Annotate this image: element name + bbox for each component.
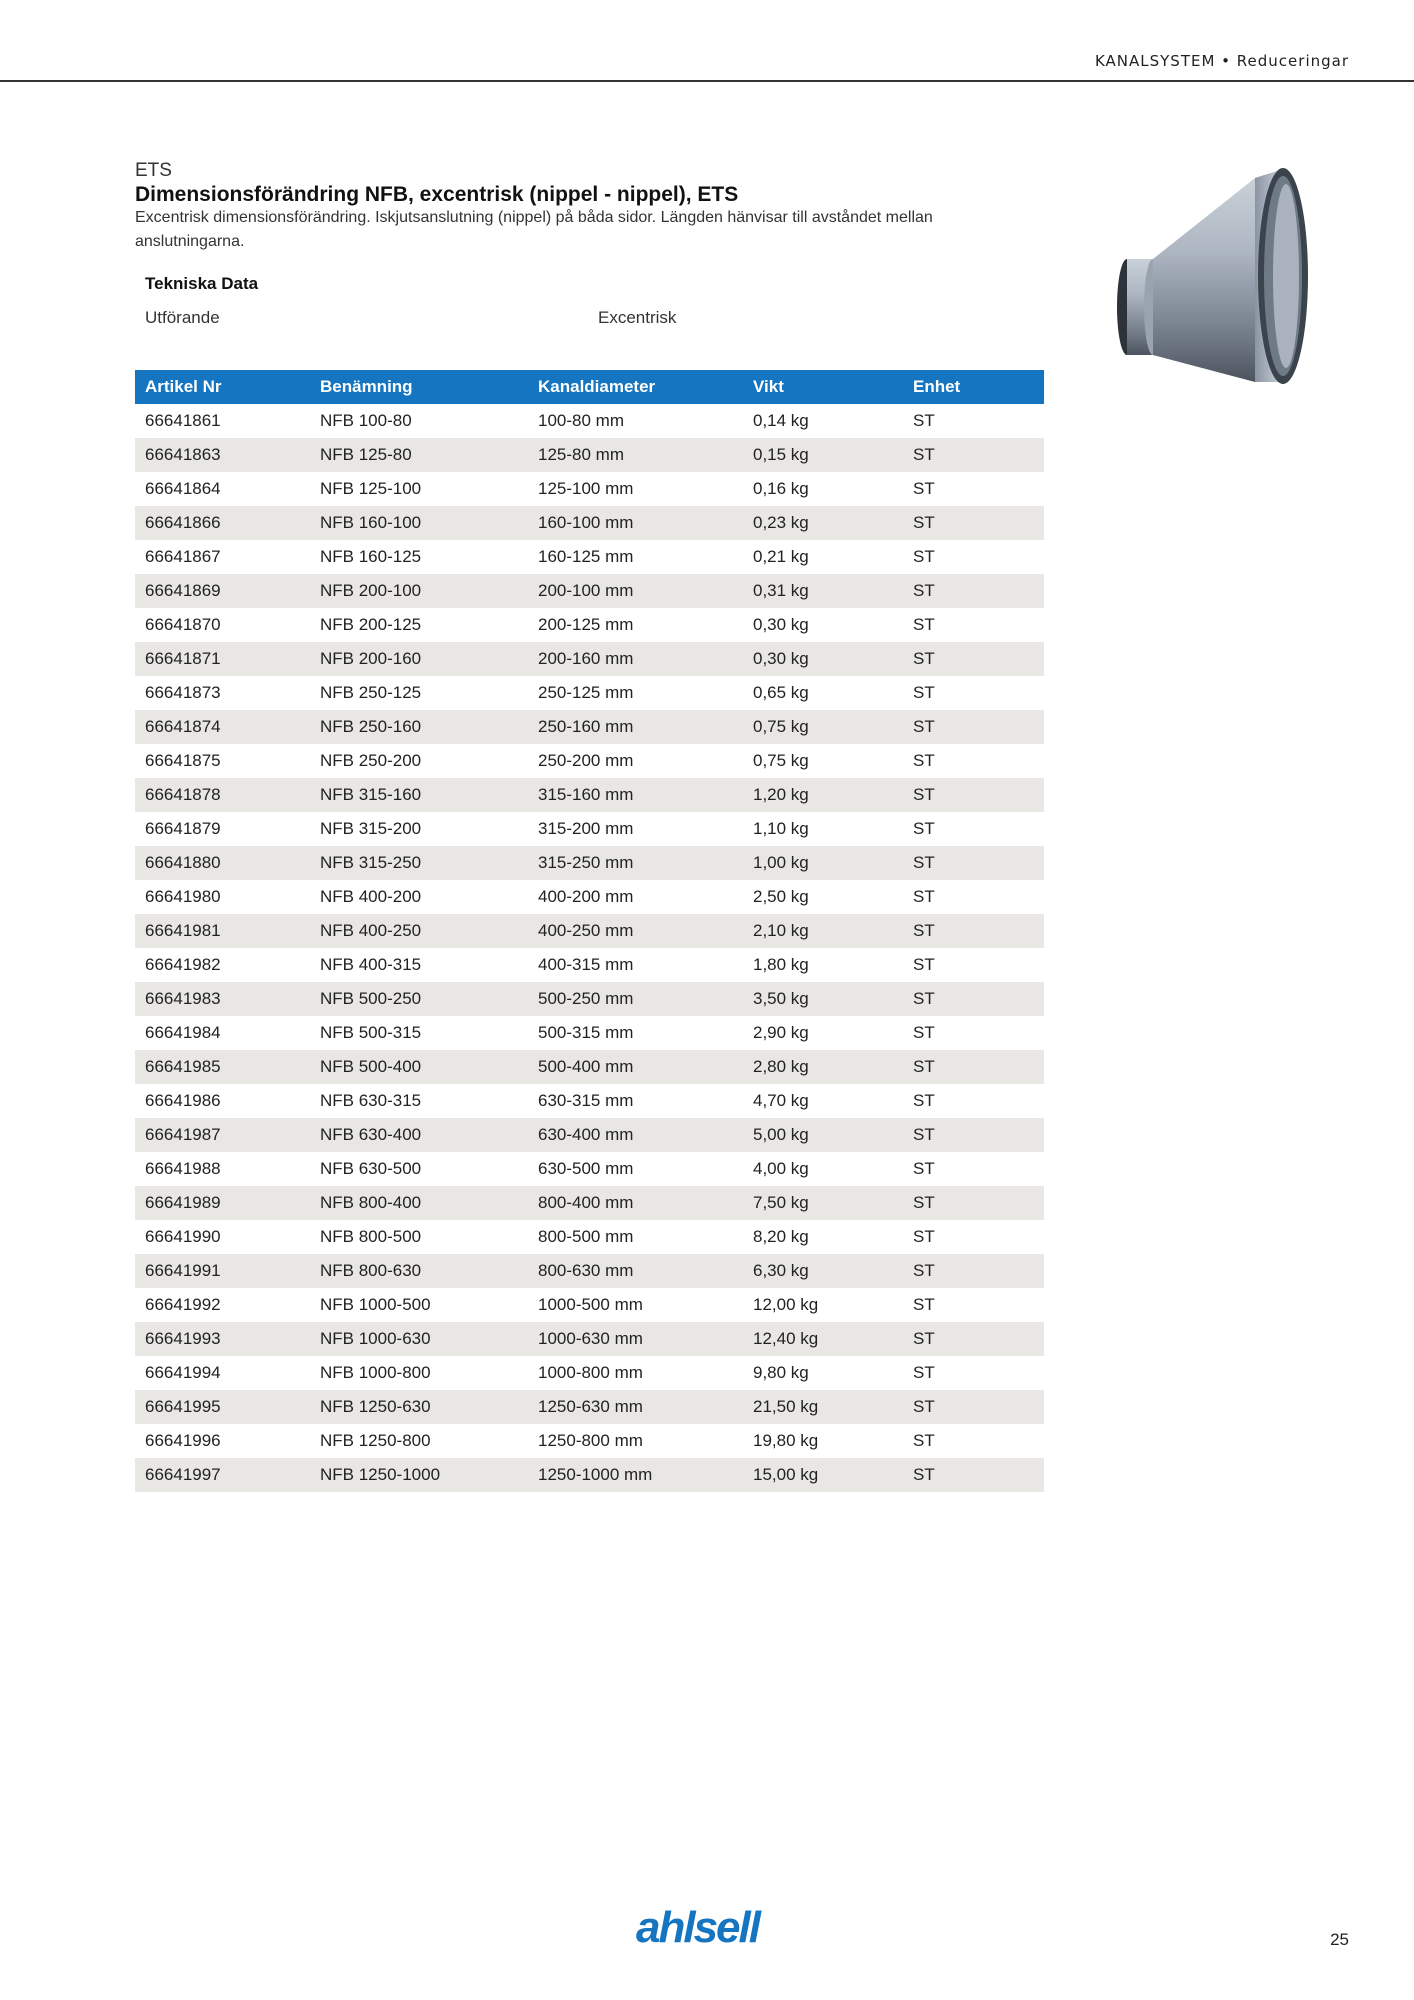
cell-unit: ST <box>913 1431 935 1450</box>
cell-weight: 0,23 kg <box>743 506 903 540</box>
tech-data-heading: Tekniska Data <box>145 274 259 293</box>
cell-unit: ST <box>913 615 935 634</box>
cell-unit: ST <box>913 479 935 498</box>
cell-diameter: 250-200 mm <box>538 751 634 770</box>
table-row <box>135 404 1044 438</box>
cell-article: 66641880 <box>135 846 310 880</box>
cell-article: 66641997 <box>135 1458 310 1492</box>
cell-diameter: 630-500 mm <box>538 1159 634 1178</box>
cell-article: 66641987 <box>135 1118 310 1152</box>
cell-weight: 0,14 kg <box>753 411 809 430</box>
cell-name: NFB 1250-800 <box>320 1431 431 1450</box>
table-row <box>135 710 1044 744</box>
cell-unit: ST <box>913 819 935 838</box>
cell-unit: ST <box>903 438 1044 472</box>
table-row <box>135 1186 1044 1220</box>
cell-unit: ST <box>913 887 935 906</box>
col-header-diameter: Kanaldiameter <box>528 370 743 404</box>
cell-unit: ST <box>903 1050 1044 1084</box>
header-divider <box>0 80 1414 82</box>
table-row <box>135 1390 1044 1424</box>
cell-weight: 4,00 kg <box>753 1159 809 1178</box>
cell-weight: 9,80 kg <box>753 1363 809 1382</box>
cell-weight: 6,30 kg <box>743 1254 903 1288</box>
table-row <box>135 982 1044 1016</box>
cell-weight: 0,21 kg <box>753 547 809 566</box>
cell-diameter: 1000-630 mm <box>528 1322 743 1356</box>
cell-article: 66641984 <box>145 1023 221 1042</box>
cell-unit: ST <box>903 710 1044 744</box>
cell-unit: ST <box>913 1295 935 1314</box>
cell-diameter: 1250-1000 mm <box>528 1458 743 1492</box>
cell-unit: ST <box>913 1159 935 1178</box>
cell-name: NFB 800-500 <box>320 1227 422 1246</box>
cell-name: NFB 630-500 <box>320 1159 422 1178</box>
cell-diameter: 1250-630 mm <box>528 1390 743 1424</box>
col-header-weight: Vikt <box>743 370 903 404</box>
cell-diameter: 160-100 mm <box>528 506 743 540</box>
cell-name: NFB 500-250 <box>310 982 528 1016</box>
table-row <box>135 574 1044 608</box>
table-row <box>135 1084 1044 1118</box>
cell-name: NFB 1000-630 <box>310 1322 528 1356</box>
cell-name: NFB 250-200 <box>320 751 422 770</box>
cell-name: NFB 125-80 <box>310 438 528 472</box>
cell-article: 66641870 <box>145 615 221 634</box>
cell-diameter: 500-400 mm <box>528 1050 743 1084</box>
cell-diameter: 1250-800 mm <box>538 1431 643 1450</box>
product-code: ETS <box>135 160 172 181</box>
cell-unit: ST <box>903 506 1044 540</box>
cell-unit: ST <box>913 1091 935 1110</box>
cell-weight: 2,10 kg <box>743 914 903 948</box>
cell-diameter: 400-200 mm <box>538 887 634 906</box>
duct-reducer-image <box>1105 160 1320 390</box>
cell-article: 66641863 <box>135 438 310 472</box>
cell-article: 66641983 <box>135 982 310 1016</box>
table-row <box>135 1356 1044 1390</box>
cell-weight: 1,10 kg <box>753 819 809 838</box>
table-row <box>135 1118 1044 1152</box>
cell-article: 66641985 <box>135 1050 310 1084</box>
cell-article: 66641878 <box>135 778 310 812</box>
cell-diameter: 125-80 mm <box>528 438 743 472</box>
cell-diameter: 200-125 mm <box>538 615 634 634</box>
cell-weight: 0,30 kg <box>743 642 903 676</box>
cell-weight: 19,80 kg <box>753 1431 819 1450</box>
cell-article: 66641980 <box>145 887 221 906</box>
cell-article: 66641993 <box>135 1322 310 1356</box>
cell-unit: ST <box>903 846 1044 880</box>
cell-diameter: 200-160 mm <box>528 642 743 676</box>
cell-name: NFB 800-630 <box>310 1254 528 1288</box>
cell-weight: 1,00 kg <box>743 846 903 880</box>
cell-diameter: 800-400 mm <box>528 1186 743 1220</box>
cell-weight: 21,50 kg <box>743 1390 903 1424</box>
cell-unit: ST <box>913 547 935 566</box>
tech-data-label: Utförande <box>145 308 220 327</box>
cell-diameter: 630-400 mm <box>528 1118 743 1152</box>
cell-article: 66641869 <box>135 574 310 608</box>
cell-weight: 8,20 kg <box>753 1227 809 1246</box>
cell-name: NFB 100-80 <box>320 411 412 430</box>
table-row <box>135 472 1044 506</box>
cell-article: 66641991 <box>135 1254 310 1288</box>
cell-unit: ST <box>913 1363 935 1382</box>
cell-article: 66641861 <box>145 411 221 430</box>
page-number: 25 <box>1330 1930 1349 1949</box>
cell-article: 66641879 <box>145 819 221 838</box>
cell-unit: ST <box>903 1118 1044 1152</box>
cell-unit: ST <box>903 778 1044 812</box>
cell-name: NFB 160-100 <box>310 506 528 540</box>
col-header-name: Benämning <box>310 370 528 404</box>
product-table <box>135 370 1044 1492</box>
cell-diameter: 250-160 mm <box>528 710 743 744</box>
table-row <box>135 1288 1044 1322</box>
cell-diameter: 315-250 mm <box>528 846 743 880</box>
cell-weight: 0,30 kg <box>753 615 809 634</box>
cell-name: NFB 630-315 <box>320 1091 422 1110</box>
cell-unit: ST <box>913 1227 935 1246</box>
cell-unit: ST <box>903 1458 1044 1492</box>
cell-diameter: 800-630 mm <box>528 1254 743 1288</box>
cell-article: 66641875 <box>145 751 221 770</box>
cell-unit: ST <box>913 955 935 974</box>
cell-article: 66641864 <box>145 479 221 498</box>
cell-name: NFB 250-125 <box>320 683 422 702</box>
cell-name: NFB 1000-500 <box>320 1295 431 1314</box>
cell-unit: ST <box>903 1390 1044 1424</box>
table-row <box>135 1152 1044 1186</box>
table-row <box>135 540 1044 574</box>
cell-name: NFB 200-100 <box>310 574 528 608</box>
table-row <box>135 608 1044 642</box>
table-row <box>135 438 1044 472</box>
cell-article: 66641986 <box>145 1091 221 1110</box>
cell-weight: 12,00 kg <box>753 1295 819 1314</box>
header-section-title: KANALSYSTEM • Reduceringar <box>1094 52 1349 70</box>
cell-name: NFB 315-200 <box>320 819 422 838</box>
cell-article: 66641867 <box>145 547 221 566</box>
cell-weight: 7,50 kg <box>743 1186 903 1220</box>
cell-name: NFB 315-250 <box>310 846 528 880</box>
cell-weight: 1,80 kg <box>753 955 809 974</box>
cell-diameter: 400-315 mm <box>538 955 634 974</box>
cell-weight: 15,00 kg <box>743 1458 903 1492</box>
cell-weight: 2,50 kg <box>753 887 809 906</box>
table-row <box>135 1322 1044 1356</box>
cell-diameter: 100-80 mm <box>538 411 624 430</box>
cell-diameter: 200-100 mm <box>528 574 743 608</box>
table-row <box>135 948 1044 982</box>
cell-diameter: 630-315 mm <box>538 1091 634 1110</box>
table-row <box>135 1220 1044 1254</box>
cell-weight: 5,00 kg <box>743 1118 903 1152</box>
table-row <box>135 1254 1044 1288</box>
table-row <box>135 846 1044 880</box>
cell-weight: 0,31 kg <box>743 574 903 608</box>
cell-article: 66641873 <box>145 683 221 702</box>
cell-name: NFB 315-160 <box>310 778 528 812</box>
cell-name: NFB 200-160 <box>310 642 528 676</box>
cell-unit: ST <box>913 1023 935 1042</box>
product-description: Excentrisk dimensionsförändring. Iskjutsanslutning (nippel) på båda sidor. Längden hänvisar till avståndet mellan anslutningarna. <box>135 209 933 250</box>
cell-diameter: 800-500 mm <box>538 1227 634 1246</box>
cell-article: 66641988 <box>145 1159 221 1178</box>
table-row <box>135 506 1044 540</box>
cell-name: NFB 1250-630 <box>310 1390 528 1424</box>
cell-diameter: 315-200 mm <box>538 819 634 838</box>
cell-name: NFB 800-400 <box>310 1186 528 1220</box>
cell-diameter: 500-315 mm <box>538 1023 634 1042</box>
cell-article: 66641989 <box>135 1186 310 1220</box>
cell-diameter: 1000-500 mm <box>538 1295 643 1314</box>
tech-data-value: Excentrisk <box>598 308 677 327</box>
cell-weight: 1,20 kg <box>743 778 903 812</box>
table-row <box>135 676 1044 710</box>
table-row <box>135 1424 1044 1458</box>
cell-article: 66641866 <box>135 506 310 540</box>
table-row <box>135 1050 1044 1084</box>
cell-weight: 2,80 kg <box>743 1050 903 1084</box>
cell-name: NFB 500-315 <box>320 1023 422 1042</box>
table-header-row <box>135 370 1044 404</box>
product-title: Dimensionsförändring NFB, excentrisk (nippel - nippel), ETS <box>135 183 739 206</box>
cell-unit: ST <box>903 914 1044 948</box>
cell-article: 66641992 <box>145 1295 221 1314</box>
cell-name: NFB 250-160 <box>310 710 528 744</box>
cell-article: 66641874 <box>135 710 310 744</box>
cell-name: NFB 200-125 <box>320 615 422 634</box>
cell-weight: 3,50 kg <box>743 982 903 1016</box>
cell-unit: ST <box>913 751 935 770</box>
table-row <box>135 1016 1044 1050</box>
cell-diameter: 315-160 mm <box>528 778 743 812</box>
cell-diameter: 250-125 mm <box>538 683 634 702</box>
cell-unit: ST <box>903 642 1044 676</box>
cell-weight: 0,15 kg <box>743 438 903 472</box>
cell-unit: ST <box>903 1254 1044 1288</box>
col-header-article: Artikel Nr <box>135 370 310 404</box>
cell-diameter: 500-250 mm <box>528 982 743 1016</box>
cell-name: NFB 160-125 <box>320 547 422 566</box>
cell-article: 66641981 <box>135 914 310 948</box>
cell-article: 66641982 <box>145 955 221 974</box>
cell-weight: 0,65 kg <box>753 683 809 702</box>
cell-weight: 0,75 kg <box>753 751 809 770</box>
cell-article: 66641994 <box>145 1363 221 1382</box>
cell-weight: 0,75 kg <box>743 710 903 744</box>
cell-diameter: 160-125 mm <box>538 547 634 566</box>
cell-unit: ST <box>913 683 935 702</box>
ahlsell-logo: ahlsell <box>636 1903 759 1952</box>
cell-article: 66641871 <box>135 642 310 676</box>
cell-unit: ST <box>903 1322 1044 1356</box>
cell-name: NFB 125-100 <box>320 479 422 498</box>
table-row <box>135 914 1044 948</box>
col-header-unit: Enhet <box>903 370 1044 404</box>
table-row <box>135 744 1044 778</box>
cell-diameter: 400-250 mm <box>528 914 743 948</box>
cell-diameter: 125-100 mm <box>538 479 634 498</box>
cell-article: 66641995 <box>135 1390 310 1424</box>
cell-weight: 0,16 kg <box>753 479 809 498</box>
cell-weight: 2,90 kg <box>753 1023 809 1042</box>
cell-name: NFB 400-200 <box>320 887 422 906</box>
cell-name: NFB 500-400 <box>310 1050 528 1084</box>
table-row <box>135 1458 1044 1492</box>
table-row <box>135 778 1044 812</box>
table-row <box>135 812 1044 846</box>
cell-weight: 4,70 kg <box>753 1091 809 1110</box>
cell-name: NFB 400-315 <box>320 955 422 974</box>
cell-article: 66641996 <box>145 1431 221 1450</box>
table-row <box>135 880 1044 914</box>
table-body <box>135 404 1044 1492</box>
cell-unit: ST <box>903 982 1044 1016</box>
cell-diameter: 1000-800 mm <box>538 1363 643 1382</box>
cell-unit: ST <box>913 411 935 430</box>
cell-unit: ST <box>903 1186 1044 1220</box>
cell-article: 66641990 <box>145 1227 221 1246</box>
cell-name: NFB 1000-800 <box>320 1363 431 1382</box>
cell-unit: ST <box>903 574 1044 608</box>
cell-weight: 12,40 kg <box>743 1322 903 1356</box>
table-row <box>135 642 1044 676</box>
cell-name: NFB 1250-1000 <box>310 1458 528 1492</box>
cell-name: NFB 400-250 <box>310 914 528 948</box>
cell-name: NFB 630-400 <box>310 1118 528 1152</box>
